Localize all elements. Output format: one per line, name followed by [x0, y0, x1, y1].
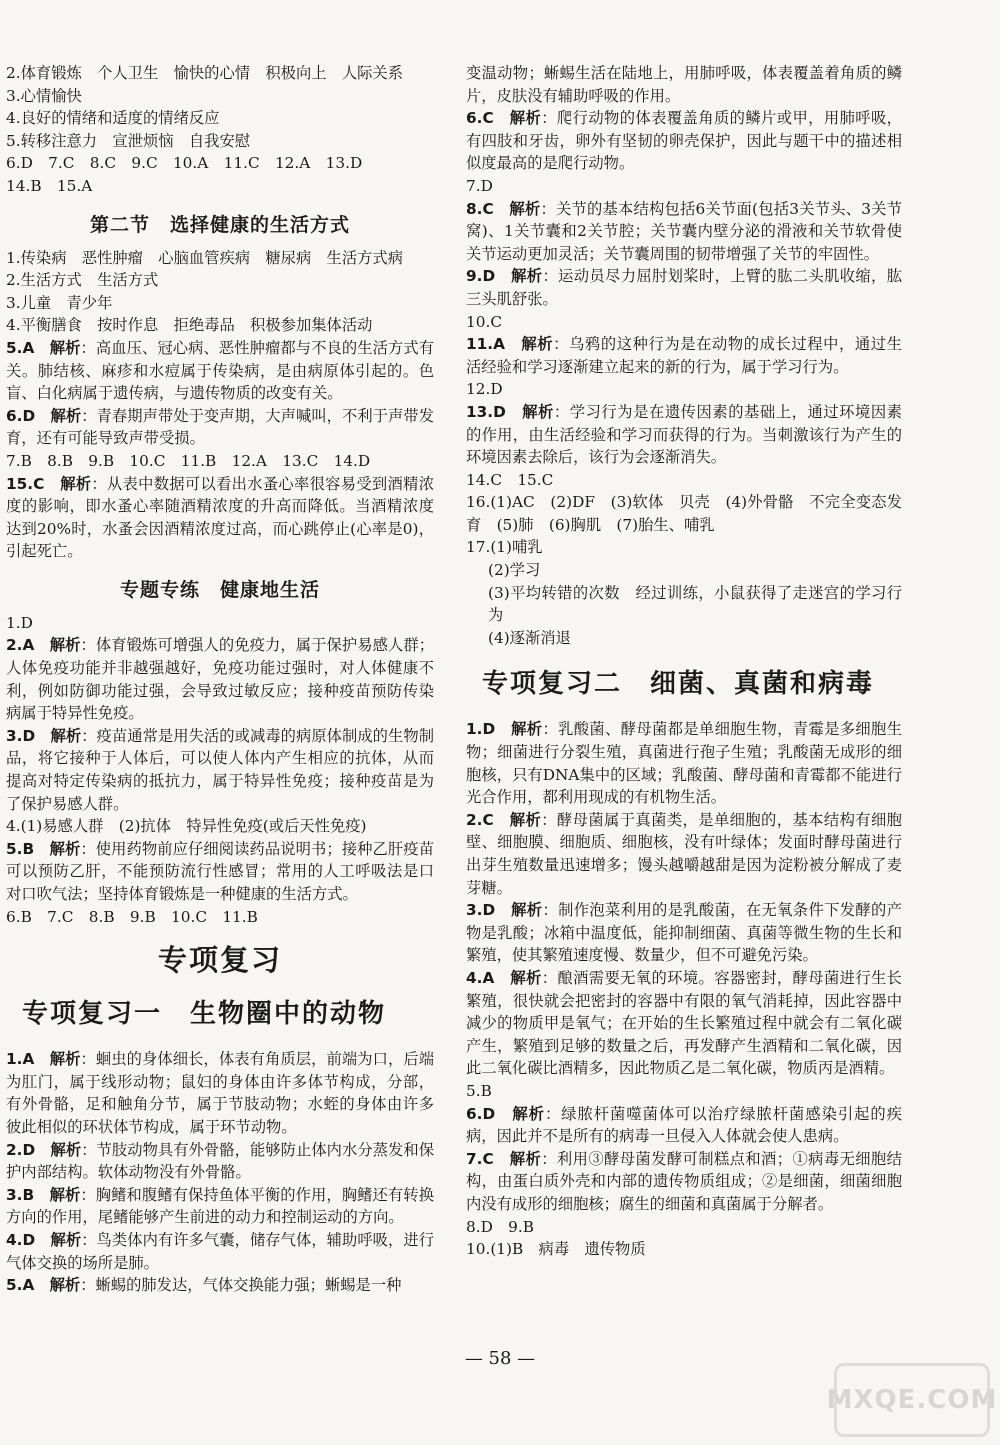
answer-key: 2.A 解析	[6, 636, 81, 655]
answer-text: ：爬行动物的体表覆盖角质的鳞片或甲，用肺呼吸，有四肢和牙齿，卵外有坚韧的卵壳保护，因此与题干中的描述相似度最高的是爬行动物。	[466, 109, 902, 173]
answer-key: 1.A 解析	[6, 1050, 81, 1069]
review-heading: 专项复习二 细菌、真菌和病毒	[482, 669, 875, 700]
review-heading: 专项复习一 生物圈中的动物	[22, 999, 387, 1030]
answer-key: 3.D 解析	[466, 901, 543, 920]
answer-item	[6, 815, 434, 838]
answer-key: 13.D 解析	[466, 402, 554, 421]
answer-key: 15.C 解析	[6, 474, 92, 493]
answer-text: ：高血压、冠心病、恶性肿瘤都与不良的生活方式有关。肺结核、麻疹和水痘属于传染病，是由病原体引起的。色盲、白化病属于遗传病，与遗传物质的改变有关。	[6, 338, 434, 403]
answer-item	[466, 1080, 902, 1103]
watermark-logo: MXQE.COM	[834, 1363, 990, 1437]
answer-text: 12.D	[466, 380, 503, 399]
answer-key: 9.D 解析	[466, 267, 543, 286]
answer-text: ：蛔虫的身体细长，体表有角质层，前端为口，后端为肛门，属于线形动物；鼠妇的身体由许多体节构成，分部，有外骨骼，足和触角分节，属于节肢动物；水蛭的身体由许多彼此相似的环状体节构成，属于环节动物。	[6, 1050, 434, 1136]
answer-item	[6, 906, 434, 929]
answer-text: 3.心情愉快	[6, 86, 82, 105]
answer-item	[466, 967, 902, 1080]
left-column	[6, 62, 434, 1297]
answer-item	[6, 62, 434, 85]
answer-item	[466, 378, 902, 401]
answer-item	[466, 401, 902, 469]
answer-key: 6.D 解析	[6, 406, 82, 425]
answer-item	[466, 198, 902, 266]
answer-item	[6, 838, 434, 906]
answer-text: ：疫苗通常是用失活的或减毒的病原体制成的生物制品，将它接种于人体后，可以使人体内产生相应的抗体，从而提高对特定传染病的抵抗力，属于特异性免疫；接种疫苗是为了保护易感人群。	[6, 726, 434, 813]
answer-text: ：青春期声带处于变声期，大声喊叫，不利于声带发育，还有可能导致声带受损。	[6, 406, 434, 448]
answer-item	[6, 725, 434, 815]
answer-text: ：鸟类体内有许多气囊，储存气体，辅助呼吸，进行气体交换的场所是肺。	[6, 1230, 434, 1272]
answer-item	[6, 405, 434, 450]
answer-key: 6.C 解析	[466, 109, 542, 128]
answer-item	[466, 559, 902, 582]
answer-text: ：乳酸菌、酵母菌都是单细胞生物，青霉是多细胞生物；细菌进行分裂生殖，真菌进行孢子生殖；乳酸菌无成形的细胞核，只有DNA集中的区域；乳酸菌、酵母菌和青霉都不能进行光合作用，都利用现成的有机物生活。	[466, 720, 902, 807]
answer-item	[6, 247, 434, 270]
answer-item	[466, 1216, 902, 1239]
answer-key: 3.B 解析	[6, 1185, 81, 1204]
answer-key: 6.D 解析	[466, 1104, 545, 1123]
answer-item	[466, 333, 902, 378]
answer-item	[466, 809, 902, 899]
answer-text: ：运动员尽力屈肘划桨时，上臂的肱二头肌收缩，肱三头肌舒张。	[466, 267, 902, 308]
answer-text: ：利用③酵母菌发酵可制糕点和酒；①病毒无细胞结构，由蛋白质外壳和内部的遗传物质组成；②是细菌，细菌细胞内没有成形的细胞核；腐生的细菌和真菌属于分解者。	[466, 1149, 902, 1213]
answer-text: 6.D 7.C 8.C 9.C 10.A 11.C 12.A 13.D	[6, 154, 363, 173]
answer-item	[6, 634, 434, 724]
answer-text: ：体育锻炼可增强人的免疫力，属于保护易感人群；人体免疫功能并非越强越好，免疫功能过强时，对人体健康不利，例如防御功能过强，会导致过敏反应；接种疫苗预防传染病属于特异性免疫。	[6, 636, 434, 723]
answer-text: 14.C 15.C	[466, 470, 554, 489]
answer-key: 11.A 解析	[466, 335, 554, 354]
answer-text: 变温动物；蜥蜴生活在陆地上，用肺呼吸，体表覆盖着角质的鳞片，皮肤没有辅助呼吸的作用。	[466, 64, 902, 105]
answer-text: (3)平均转错的次数 经过训练，小鼠获得了走迷宫的学习行为	[488, 583, 902, 625]
answer-text: ：乌鸦的这种行为是在动物的成长过程中，通过生活经验和学习逐渐建立起来的新的行为，属于学习行为。	[466, 335, 902, 376]
answer-text: ：使用药物前应仔细阅读药品说明书；接种乙肝疫苗可以预防乙肝，不能预防流行性感冒；常用的人工呼吸法是口对口吹气法；坚持体育锻炼是一种健康的生活方式。	[6, 839, 434, 903]
answer-item	[6, 175, 434, 198]
answer-text: ：从表中数据可以看出水蚤心率很容易受到酒精浓度的影响，即水蚤心率随酒精浓度的升高而降低。当酒精浓度达到20%时，水蚤会因酒精浓度过高，而心跳停止(心率是0)，引起死亡。	[6, 474, 434, 561]
answer-text: 1.D	[6, 613, 33, 632]
answer-key: 5.A 解析	[6, 1276, 81, 1295]
answer-text: 10.C	[466, 312, 503, 331]
answer-item	[6, 107, 434, 130]
answer-item	[466, 491, 902, 536]
answer-text: (4)逐渐消退	[488, 628, 571, 647]
answer-item	[6, 269, 434, 292]
answer-item	[466, 1148, 902, 1216]
answer-item	[6, 612, 434, 635]
answer-item	[466, 265, 902, 310]
answer-item	[6, 1139, 434, 1184]
answer-item	[6, 337, 434, 405]
answer-key: 8.C 解析	[466, 199, 541, 218]
answer-item	[6, 85, 434, 108]
answer-item	[466, 536, 902, 559]
answer-item	[466, 107, 902, 175]
answer-text: 14.B 15.A	[6, 176, 93, 195]
answer-key: 2.D 解析	[6, 1140, 82, 1159]
answer-text: ：制作泡菜利用的是乳酸菌，在无氧条件下发酵的产物是乳酸；冰箱中温度低，能抑制细菌、真菌等微生物的生长和繁殖，使其繁殖速度慢、数量少，但不可避免污染。	[466, 901, 902, 965]
answer-item	[6, 1184, 434, 1229]
answer-text: 16.(1)AC (2)DF (3)软体 贝壳 (4)外骨骼 不完全变态发育 (5)肺 (6)胸肌 (7)胎生、哺乳	[466, 493, 902, 534]
answer-item	[6, 292, 434, 315]
answer-item	[466, 718, 902, 808]
answer-text: ：节肢动物具有外骨骼，能够防止体内水分蒸发和保护内部结构。软体动物没有外骨骼。	[6, 1140, 434, 1182]
answer-text: 10.(1)B 病毒 遗传物质	[466, 1240, 646, 1259]
answer-text: ：学习行为是在遗传因素的基础上，通过环境因素的作用，由生活经验和学习而获得的行为。当刺激该行为产生的环境因素去除后，该行为会逐渐消失。	[466, 402, 902, 467]
answer-text: ：关节的基本结构包括6关节面(包括3关节头、3关节窝)、1关节囊和2关节腔；关节囊内壁分泌的滑液和关节软骨使关节运动更加灵活；关节囊周围的韧带增强了关节的牢固性。	[466, 199, 902, 263]
answer-item	[466, 469, 902, 492]
section-heading: 专题专练 健康地生活	[119, 578, 320, 601]
answer-text: 8.D 9.B	[466, 1217, 534, 1236]
answer-text: 1.传染病 恶性肿瘤 心脑血管疾病 糖尿病 生活方式病	[6, 248, 404, 267]
answer-item	[6, 1229, 434, 1274]
answer-item	[466, 1238, 902, 1261]
answer-text: 4.良好的情绪和适度的情绪反应	[6, 109, 220, 128]
answer-key: 5.A 解析	[6, 338, 81, 357]
answer-key: 2.C 解析	[466, 810, 542, 829]
answer-item	[6, 1274, 434, 1297]
section-heading: 第二节 选择健康的生活方式	[89, 213, 350, 236]
answer-text: ：酵母菌属于真菌类，是单细胞的，基本结构有细胞壁、细胞膜、细胞质、细胞核，没有叶绿体；发面时酵母菌进行出芽生殖数量迅速增多；馒头越嚼越甜是因为淀粉被分解成了麦芽糖。	[466, 810, 902, 897]
answer-item	[6, 314, 434, 337]
answer-text: ：蜥蜴的肺发达，气体交换能力强；蜥蜴是一种	[80, 1276, 402, 1295]
answer-item	[466, 582, 902, 627]
answer-item	[6, 130, 434, 153]
chapter-heading: 专项复习	[157, 943, 282, 978]
answer-text: 4.(1)易感人群 (2)抗体 特异性免疫(或后天性免疫)	[6, 817, 367, 836]
answer-text: (2)学习	[488, 561, 541, 580]
answer-item	[466, 627, 902, 650]
answer-text: 7.D	[466, 176, 493, 195]
answer-key: 1.D 解析	[466, 720, 543, 739]
answer-text: 3.儿童 青少年	[6, 293, 113, 312]
answer-text: 5.转移注意力 宣泄烦恼 自我安慰	[6, 131, 251, 150]
page-number: — 58 —	[464, 1348, 536, 1369]
answer-item	[6, 152, 434, 175]
answer-item	[6, 473, 434, 563]
answer-text: ：胸鳍和腹鳍有保持鱼体平衡的作用，胸鳍还有转换方向的作用，尾鳍能够产生前进的动力和控制运动的方向。	[6, 1185, 434, 1227]
answer-key: 4.A 解析	[466, 968, 542, 987]
answer-text: ：绿脓杆菌噬菌体可以治疗绿脓杆菌感染引起的疾病，因此并不是所有的病毒一旦侵入人体就会使人患病。	[466, 1104, 902, 1146]
answer-key: 5.B 解析	[6, 839, 81, 858]
answer-item	[466, 311, 902, 334]
answer-text: ：酿酒需要无氧的环境。容器密封，酵母菌进行生长繁殖，很快就会把密封的容器中有限的氧气消耗掉，因此容器中减少的物质甲是氧气；在开始的生长繁殖过程中就会有二氧化碳产生，繁殖到足够的数量之后，再发酵产生酒精和二氧化碳，因此二氧化碳比酒精多，因此物质乙是二氧化碳，物质丙是酒精。	[466, 968, 902, 1078]
answer-item	[6, 450, 434, 473]
answer-item	[466, 899, 902, 967]
answer-text: 17.(1)哺乳	[466, 538, 543, 557]
right-column	[466, 62, 902, 1261]
answer-item	[466, 62, 902, 107]
answer-item	[466, 1103, 902, 1148]
answer-key: 3.D 解析	[6, 726, 82, 745]
answer-text: 5.B	[466, 1081, 492, 1100]
answer-key: 4.D 解析	[6, 1230, 82, 1249]
answer-item	[6, 1048, 434, 1138]
answer-key: 7.C 解析	[466, 1149, 542, 1168]
answer-item	[466, 175, 902, 198]
answer-text: 7.B 8.B 9.B 10.C 11.B 12.A 13.C 14.D	[6, 451, 371, 470]
answer-text: 2.体育锻炼 个人卫生 愉快的心情 积极向上 人际关系	[6, 64, 404, 82]
answer-text: 2.生活方式 生活方式	[6, 271, 159, 290]
answer-text: 6.B 7.C 8.B 9.B 10.C 11.B	[6, 907, 258, 926]
answer-text: 4.平衡膳食 按时作息 拒绝毒品 积极参加集体活动	[6, 316, 373, 335]
